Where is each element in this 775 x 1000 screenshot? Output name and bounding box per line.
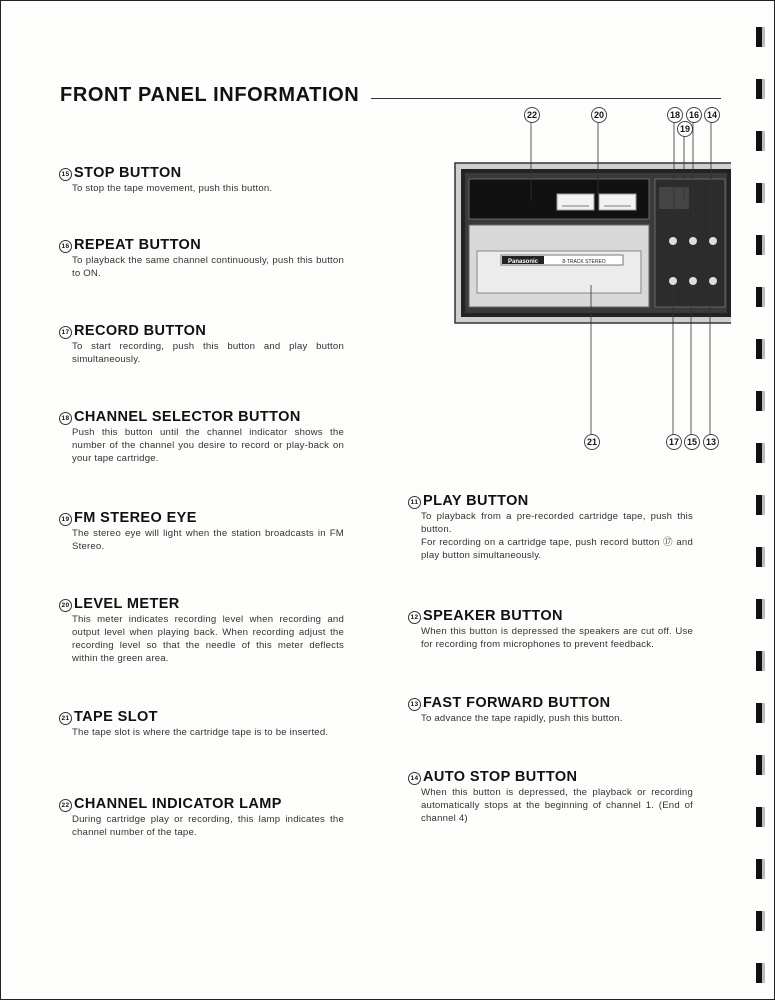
section-tape-slot xyxy=(59,709,344,739)
binding-ring xyxy=(756,495,765,515)
section-fm-stereo-eye xyxy=(59,510,344,553)
front-panel-illustration xyxy=(441,101,731,461)
binding-ring xyxy=(756,963,765,983)
section-body: To playback from a pre-recorded cartridge tape, push this button. xyxy=(421,511,693,535)
item-number: 20 xyxy=(59,599,72,612)
section-heading: FAST FORWARD BUTTON xyxy=(423,695,611,711)
section-repeat-button xyxy=(59,237,344,280)
section-body: To playback the same channel continuously, push this button to ON. xyxy=(72,255,344,279)
binding-ring xyxy=(756,859,765,879)
binding-ring xyxy=(756,599,765,619)
section-body: The stereo eye will light when the station broadcasts in FM Stereo. xyxy=(72,528,344,552)
title-rule xyxy=(371,98,721,99)
callout-20: 20 xyxy=(591,107,607,123)
callout-19: 19 xyxy=(677,121,693,137)
item-number: 15 xyxy=(59,168,72,181)
section-level-meter xyxy=(59,596,344,665)
binding-ring xyxy=(756,183,765,203)
section-heading: CHANNEL INDICATOR LAMP xyxy=(74,796,282,812)
binding-ring xyxy=(756,547,765,567)
item-number: 17 xyxy=(59,326,72,339)
spiral-binding xyxy=(756,27,766,987)
item-number: 14 xyxy=(408,772,421,785)
binding-ring xyxy=(756,755,765,775)
item-number: 19 xyxy=(59,513,72,526)
section-heading: PLAY BUTTON xyxy=(423,493,529,509)
item-number: 11 xyxy=(408,496,421,509)
binding-ring xyxy=(756,131,765,151)
item-number: 22 xyxy=(59,799,72,812)
front-panel-diagram xyxy=(441,101,731,461)
section-heading: STOP BUTTON xyxy=(74,165,182,181)
section-body: During cartridge play or recording, this lamp indicates the channel number of the tape. xyxy=(72,814,344,838)
callout-18: 18 xyxy=(667,107,683,123)
section-heading: FM STEREO EYE xyxy=(74,510,197,526)
section-body: The tape slot is where the cartridge tape is to be inserted. xyxy=(72,727,329,738)
section-body: When this button is depressed the speakers are cut off. Use for recording from microphones to prevent feedback. xyxy=(421,626,693,650)
section-heading: REPEAT BUTTON xyxy=(74,237,202,253)
model-label: 8-TRACK STEREO xyxy=(562,259,606,265)
callout-16: 16 xyxy=(686,107,702,123)
brand-label: Panasonic xyxy=(507,259,539,265)
item-number: 18 xyxy=(59,412,72,425)
binding-ring xyxy=(756,911,765,931)
section-heading: LEVEL METER xyxy=(74,596,180,612)
callout-15: 15 xyxy=(684,434,700,450)
callout-17: 17 xyxy=(666,434,682,450)
callout-22: 22 xyxy=(524,107,540,123)
section-heading: TAPE SLOT xyxy=(74,709,158,725)
binding-ring xyxy=(756,287,765,307)
item-number: 13 xyxy=(408,698,421,711)
section-body: Push this button until the channel indicator shows the number of the channel you desire to record or play-back on your tape cartridge. xyxy=(72,427,344,464)
section-channel-indicator-lamp xyxy=(59,796,344,839)
section-heading: SPEAKER BUTTON xyxy=(423,608,563,624)
section-body: To stop the tape movement, push this button. xyxy=(72,183,273,194)
section-body: To advance the tape rapidly, push this button. xyxy=(421,713,623,724)
binding-ring xyxy=(756,79,765,99)
binding-ring xyxy=(756,235,765,255)
binding-ring xyxy=(756,443,765,463)
page-title: FRONT PANEL INFORMATION xyxy=(60,84,360,106)
section-stop-button xyxy=(59,165,344,195)
section-channel-selector-button xyxy=(59,409,344,465)
binding-ring xyxy=(756,339,765,359)
section-fast-forward-button xyxy=(408,695,693,725)
section-heading: RECORD BUTTON xyxy=(74,323,207,339)
item-number: 16 xyxy=(59,240,72,253)
callout-21: 21 xyxy=(584,434,600,450)
binding-ring xyxy=(756,807,765,827)
section-heading: CHANNEL SELECTOR BUTTON xyxy=(74,409,301,425)
callout-13: 13 xyxy=(703,434,719,450)
section-play-button xyxy=(408,493,693,562)
binding-ring xyxy=(756,651,765,671)
section-heading: AUTO STOP BUTTON xyxy=(423,769,578,785)
section-body: When this button is depressed, the playback or recording automatically stops at the beginning of channel 1. (End of channel 4) xyxy=(421,787,693,824)
binding-ring xyxy=(756,703,765,723)
section-body: This meter indicates recording level when recording and output level when playing back. When recording adjust the recording level so that the needle of this meter deflects within the green area. xyxy=(72,614,344,664)
item-number: 12 xyxy=(408,611,421,624)
item-number: 21 xyxy=(59,712,72,725)
binding-ring xyxy=(756,27,765,47)
callout-14: 14 xyxy=(704,107,720,123)
section-record-button xyxy=(59,323,344,366)
section-speaker-button xyxy=(408,608,693,651)
section-body: To start recording, push this button and play button simultaneously. xyxy=(72,341,344,365)
section-auto-stop-button xyxy=(408,769,693,825)
section-body-2: For recording on a cartridge tape, push record button ⑰ and play button simultaneously. xyxy=(421,537,693,561)
binding-ring xyxy=(756,391,765,411)
